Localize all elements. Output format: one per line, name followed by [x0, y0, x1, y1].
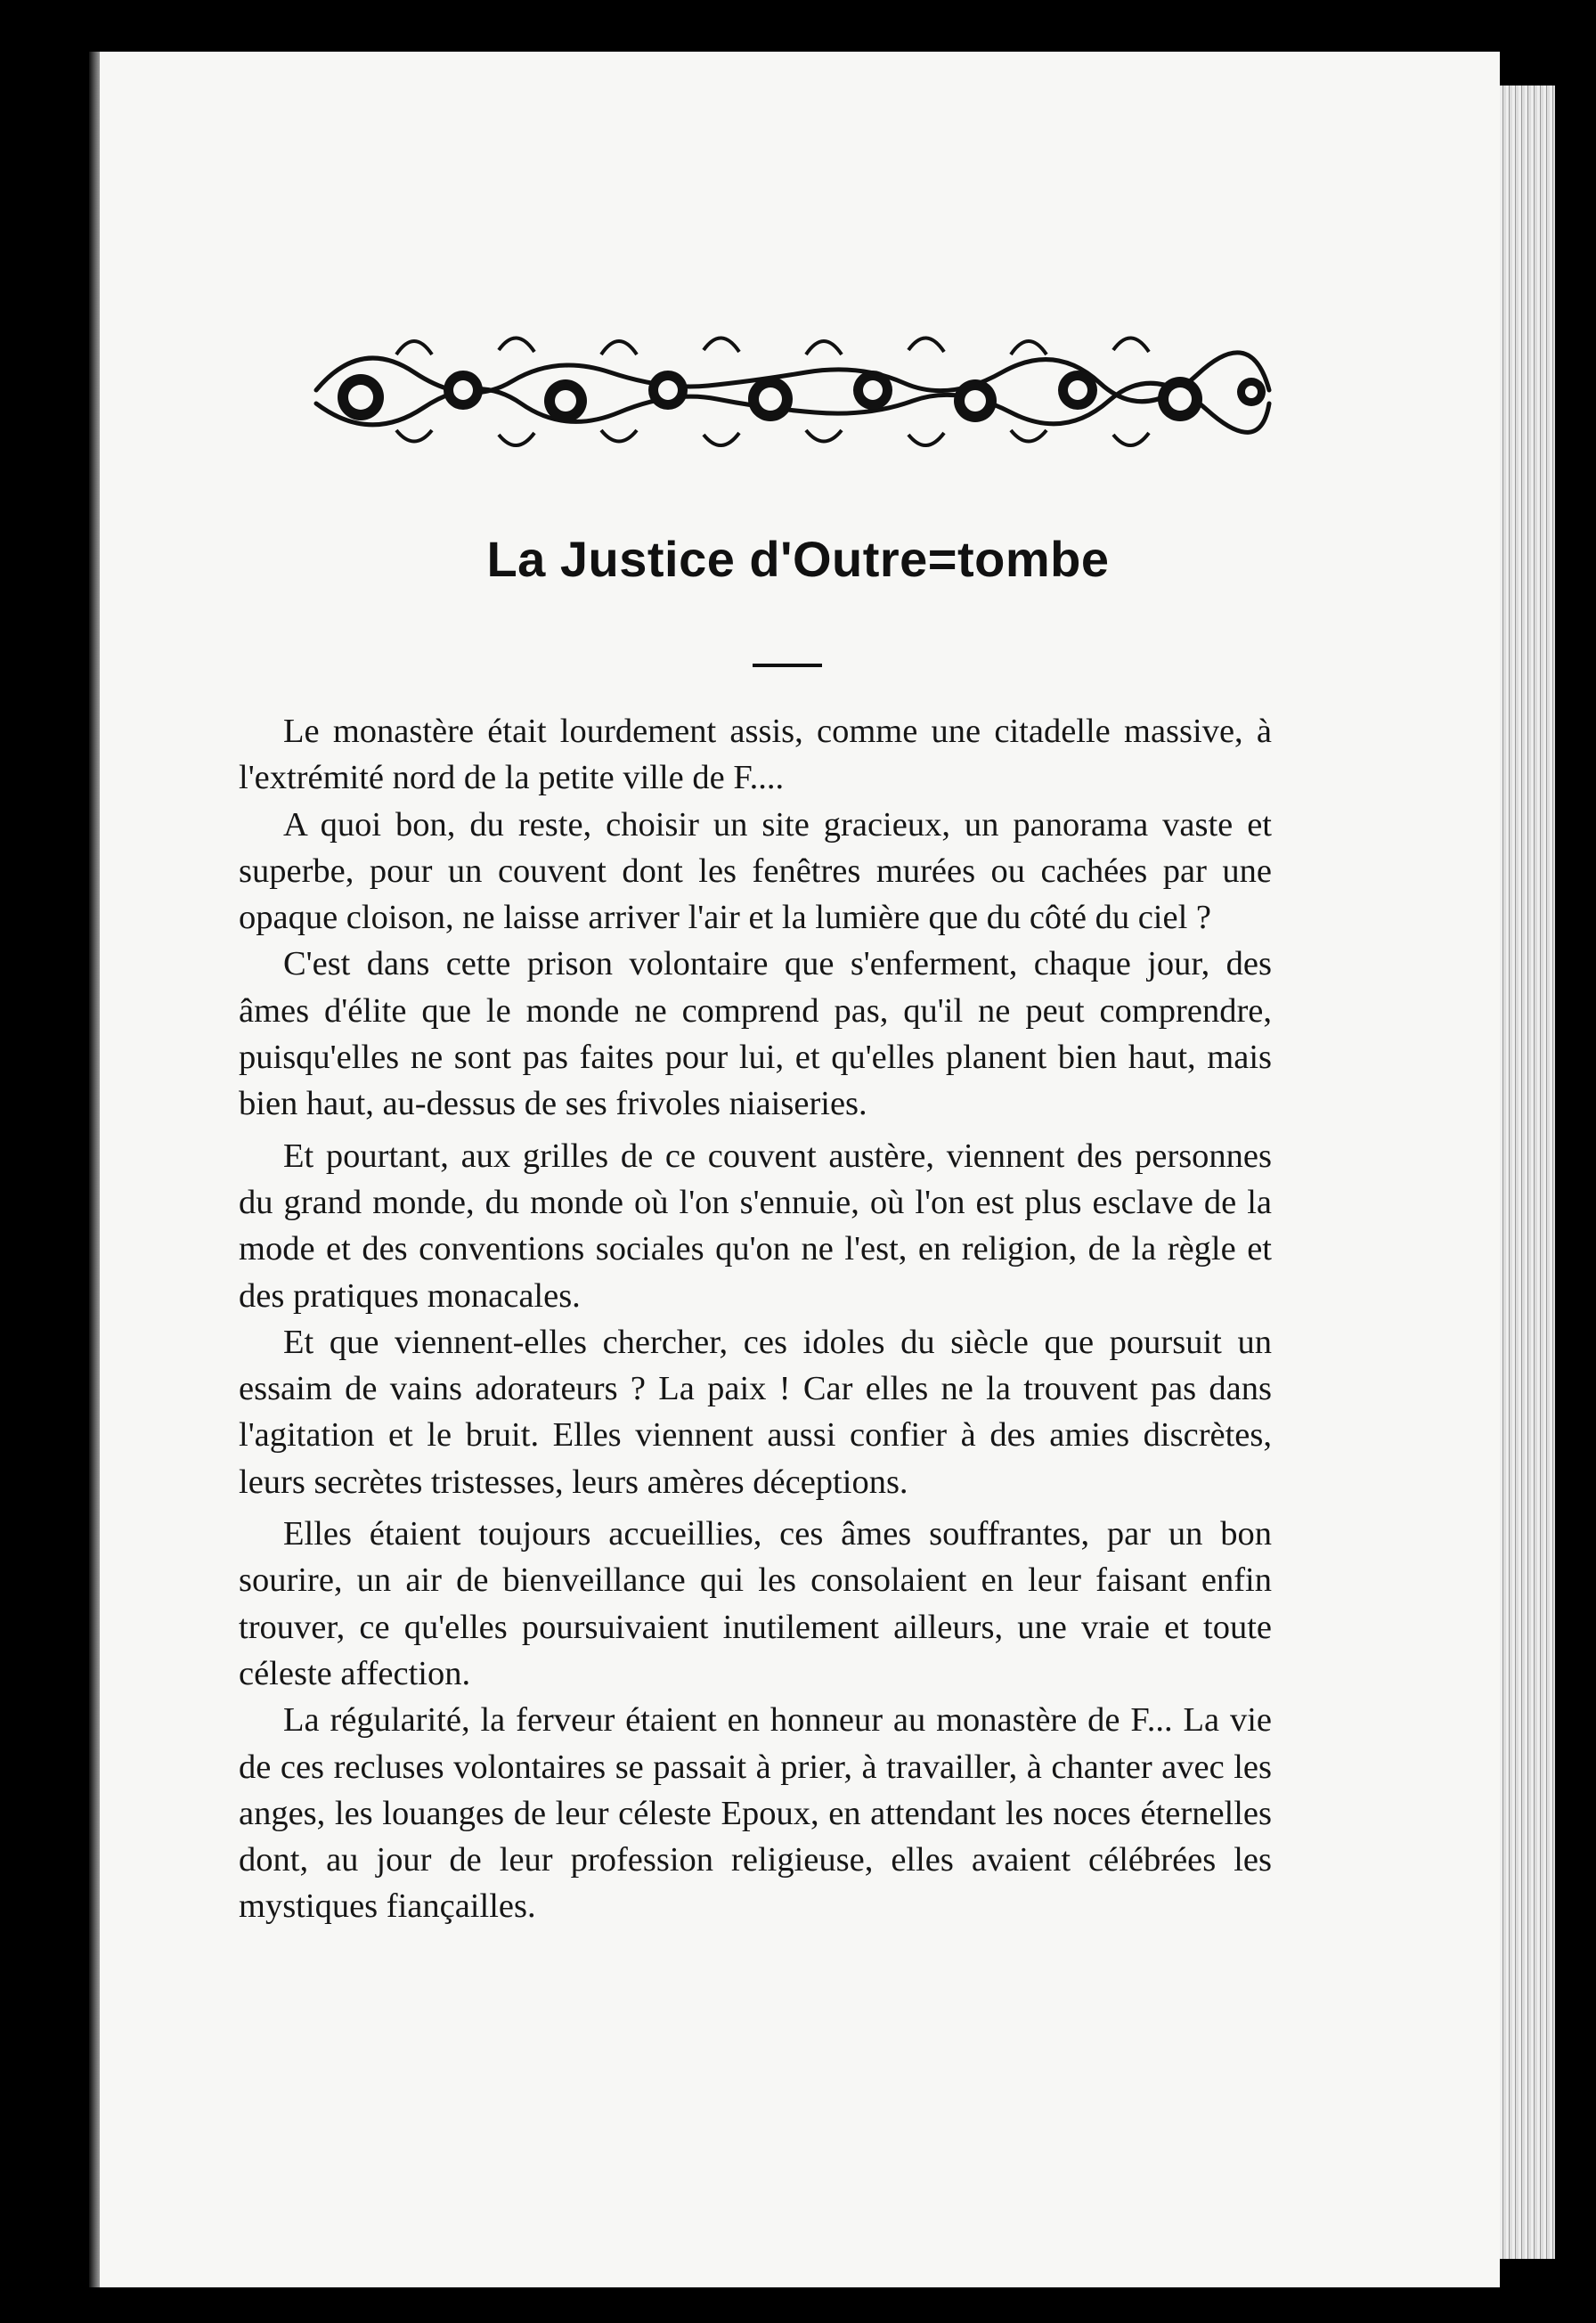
page-edges: [1500, 86, 1555, 2259]
paragraph: A quoi bon, du reste, choisir un site gracieux, un panorama vaste et superbe, pour un couvent dont les fenêtres murées ou cachées par une opaque cloison, ne laisse arriver l'air et la lumière que du côté du ciel ?: [239, 805, 1272, 937]
title-rule: [753, 664, 822, 667]
floral-ornament-band: [307, 319, 1278, 452]
paragraph: La régularité, la ferveur étaient en honneur au monastère de F... La vie de ces recluses volontaires se passait à prier, à travailler, à chanter avec les anges, les louanges de leur céleste Epoux, en attendant les noces éternelles dont, au jour de leur profession religieuse, elles avaient célébrées les mystiques fiançailles.: [239, 1701, 1272, 1926]
body-text: [239, 708, 1272, 1930]
chapter-title: La Justice d'Outre=tombe: [486, 531, 1110, 587]
paragraph: Et pourtant, aux grilles de ce couvent austère, viennent des personnes du grand monde, du monde où l'on s'ennuie, où l'on est plus esclave de la mode et des conventions sociales qu'on ne l'est, en religion, de la règle et des pratiques monacales.: [239, 1137, 1272, 1315]
paragraph: C'est dans cette prison volontaire que s'enferment, chaque jour, des âmes d'élite que le monde ne comprend pas, qu'il ne peut comprendre, puisqu'elles ne sont pas faites pour lui, et qu'elles planent bien haut, mais bien haut, au-dessus de ses frivoles niaiseries.: [239, 945, 1272, 1123]
paragraph: Le monastère était lourdement assis, comme une citadelle massive, à l'extrémité nord de la petite ville de F....: [239, 713, 1272, 797]
paragraph: Elles étaient toujours accueillies, ces âmes souffrantes, par un bon sourire, un air de bienveillance qui les consolaient en leur faisant enfin trouver, ce qu'elles poursuivaient inutilement ailleurs, une vraie et toute céleste affection.: [239, 1515, 1272, 1692]
paragraph: Et que viennent-elles chercher, ces idoles du siècle que poursuit un essaim de vains adorateurs ? La paix ! Car elles ne la trouvent pas dans l'agitation et le bruit. Elles viennent aussi confier à des amies discrètes, leurs secrètes tristesses, leurs amères déceptions.: [239, 1323, 1272, 1501]
